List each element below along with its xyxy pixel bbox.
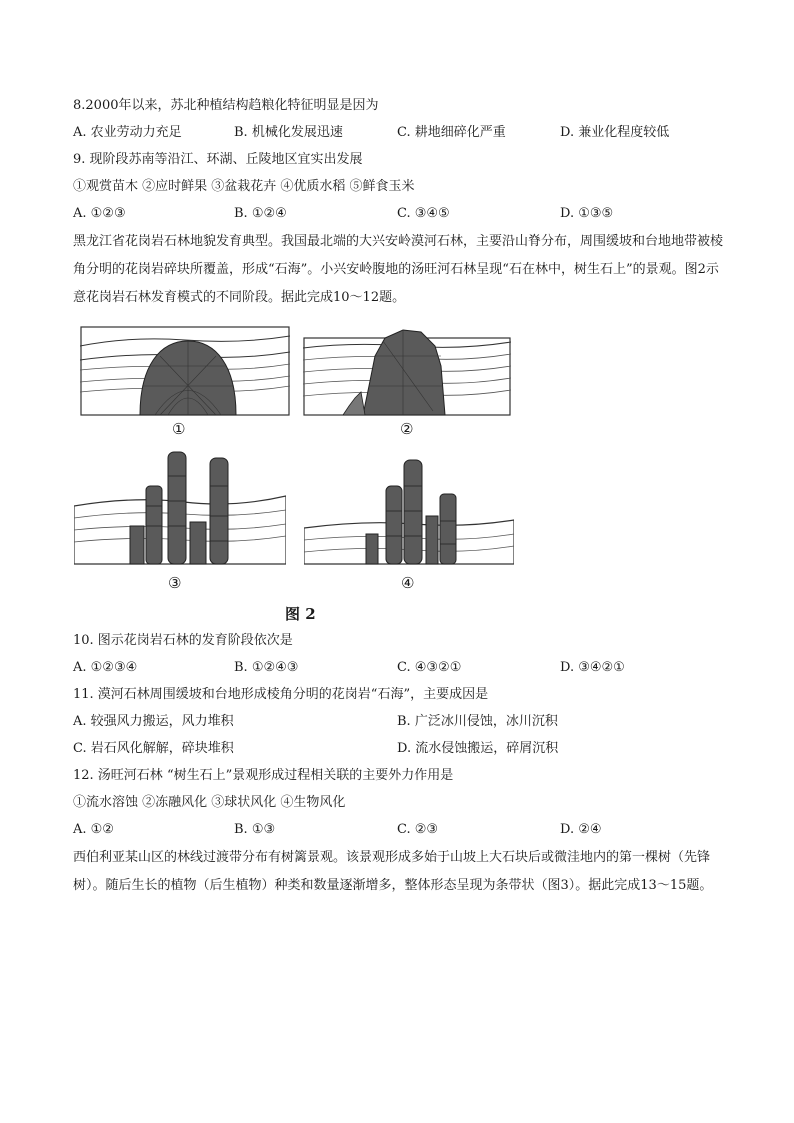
q11-option-b: B. 广泛冰川侵蚀，冰川沉积 (397, 714, 558, 729)
q11-stem: 11. 漠河石林周围缓坡和台地形成棱角分明的花岗岩“石海”，主要成因是 (73, 687, 489, 702)
q10-option-a: A. ①②③④ (73, 660, 138, 675)
q10-option-c: C. ④③②① (397, 660, 462, 675)
passage-stone-forest: 黑龙江省花岗岩石林地貌发育典型。我国最北端的大兴安岭漠河石林，主要沿山脊分布，周围缓坡和台地地带被棱角分明的花岗岩碎块所覆盖，形成“石海”。小兴安岭腹地的汤旺河石林呈现“石在林中，树生石上”的景观。图2示意花岗岩石林发育模式的不同阶段。据此完成10～12题。 (73, 234, 724, 305)
panel-3-diagram (74, 446, 286, 566)
q12-option-c: C. ②③ (397, 822, 439, 837)
q8-option-b: B. 机械化发展迅速 (234, 125, 343, 140)
q8-option-d: D. 兼业化程度较低 (560, 125, 670, 140)
q12-stem: 12. 汤旺河石林 “树生石上”景观形成过程相关联的主要外力作用是 (73, 768, 454, 783)
panel-1-diagram (80, 326, 290, 416)
q12-option-a: A. ①② (73, 822, 114, 837)
q12-option-d: D. ②④ (560, 822, 602, 837)
panel-1-label: ① (172, 420, 186, 438)
figure-2-caption: 图 2 (285, 605, 316, 623)
q11-option-a: A. 较强风力搬运，风力堆积 (73, 714, 234, 729)
q11-option-d: D. 流水侵蚀搬运，碎屑沉积 (397, 741, 559, 756)
q9-items: ①观赏苗木 ②应时鲜果 ③盆栽花卉 ④优质水稻 ⑤鲜食玉米 (73, 179, 415, 194)
panel-2-diagram (303, 326, 511, 416)
q9-stem: 9. 现阶段苏南等沿江、环湖、丘陵地区宜实出发展 (73, 152, 363, 167)
figure-2 (70, 318, 530, 628)
q8-option-c: C. 耕地细碎化严重 (397, 125, 506, 140)
q8-stem: 8.2000年以来，苏北种植结构趋粮化特征明显是因为 (73, 98, 379, 113)
q11-option-c: C. 岩石风化解解，碎块堆积 (73, 741, 234, 756)
q10-option-d: D. ③④②① (560, 660, 625, 675)
q9-option-c: C. ③④⑤ (397, 206, 450, 221)
q12-option-b: B. ①③ (234, 822, 276, 837)
panel-4-diagram (304, 456, 514, 566)
q9-option-a: A. ①②③ (73, 206, 126, 221)
panel-4-label: ④ (401, 574, 415, 592)
panel-2-label: ② (400, 420, 414, 438)
q12-items: ①流水溶蚀 ②冻融风化 ③球状风化 ④生物风化 (73, 795, 346, 810)
q10-stem: 10. 图示花岗岩石林的发育阶段依次是 (73, 633, 293, 648)
q9-option-d: D. ①③⑤ (560, 206, 614, 221)
q8-option-a: A. 农业劳动力充足 (73, 125, 182, 140)
panel-3-label: ③ (168, 574, 182, 592)
passage-tree-hedge: 西伯利亚某山区的林线过渡带分布有树篱景观。该景观形成多始于山坡上大石块后或微洼地内的第一棵树（先锋树）。随后生长的植物（后生植物）种类和数量逐渐增多，整体形态呈现为条带状（图3）。据此完成13～15题。 (73, 850, 713, 893)
q10-option-b: B. ①②④③ (234, 660, 299, 675)
q9-option-b: B. ①②④ (234, 206, 287, 221)
